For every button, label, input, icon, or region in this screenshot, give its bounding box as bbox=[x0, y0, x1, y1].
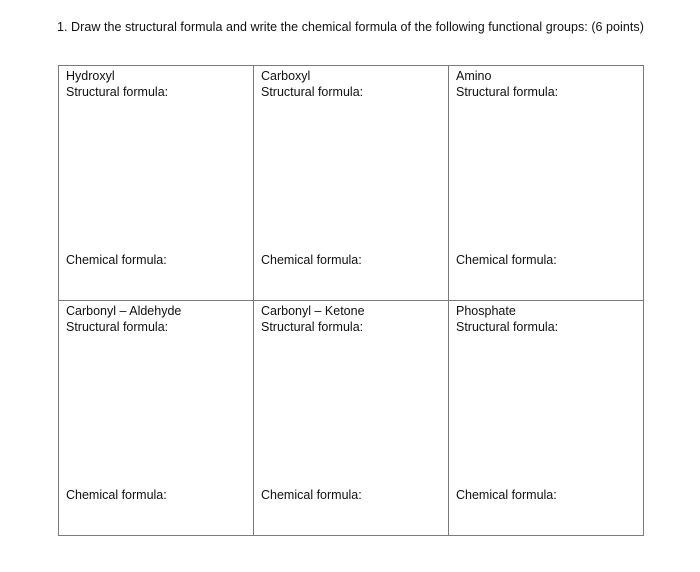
functional-groups-table bbox=[58, 65, 644, 536]
question-text: 1. Draw the structural formula and write the chemical formula of the following functional groups: (6 points) bbox=[57, 20, 644, 34]
group-name: Amino bbox=[456, 69, 492, 83]
group-name: Carbonyl – Aldehyde bbox=[66, 304, 182, 318]
cell-carbonyl-ketone[interactable] bbox=[254, 301, 449, 536]
chemical-formula-label: Chemical formula: bbox=[261, 488, 362, 502]
table-row bbox=[59, 301, 644, 536]
chemical-formula-label: Chemical formula: bbox=[66, 253, 167, 267]
structural-formula-label: Structural formula: bbox=[66, 85, 169, 99]
group-name: Carboxyl bbox=[261, 69, 311, 83]
group-name: Carbonyl – Ketone bbox=[261, 304, 365, 318]
structural-formula-label: Structural formula: bbox=[261, 320, 364, 334]
structural-formula-label: Structural formula: bbox=[456, 85, 559, 99]
table-row bbox=[59, 66, 644, 301]
cell-hydroxyl[interactable] bbox=[59, 66, 254, 301]
chemical-formula-label: Chemical formula: bbox=[261, 253, 362, 267]
cell-amino[interactable] bbox=[449, 66, 644, 301]
chemical-formula-label: Chemical formula: bbox=[66, 488, 167, 502]
structural-formula-label: Structural formula: bbox=[456, 320, 559, 334]
cell-phosphate[interactable] bbox=[449, 301, 644, 536]
cell-carboxyl[interactable] bbox=[254, 66, 449, 301]
group-name: Hydroxyl bbox=[66, 69, 115, 83]
chemical-formula-label: Chemical formula: bbox=[456, 488, 557, 502]
group-name: Phosphate bbox=[456, 304, 516, 318]
structural-formula-label: Structural formula: bbox=[66, 320, 169, 334]
cell-carbonyl-aldehyde[interactable] bbox=[59, 301, 254, 536]
structural-formula-label: Structural formula: bbox=[261, 85, 364, 99]
chemical-formula-label: Chemical formula: bbox=[456, 253, 557, 267]
